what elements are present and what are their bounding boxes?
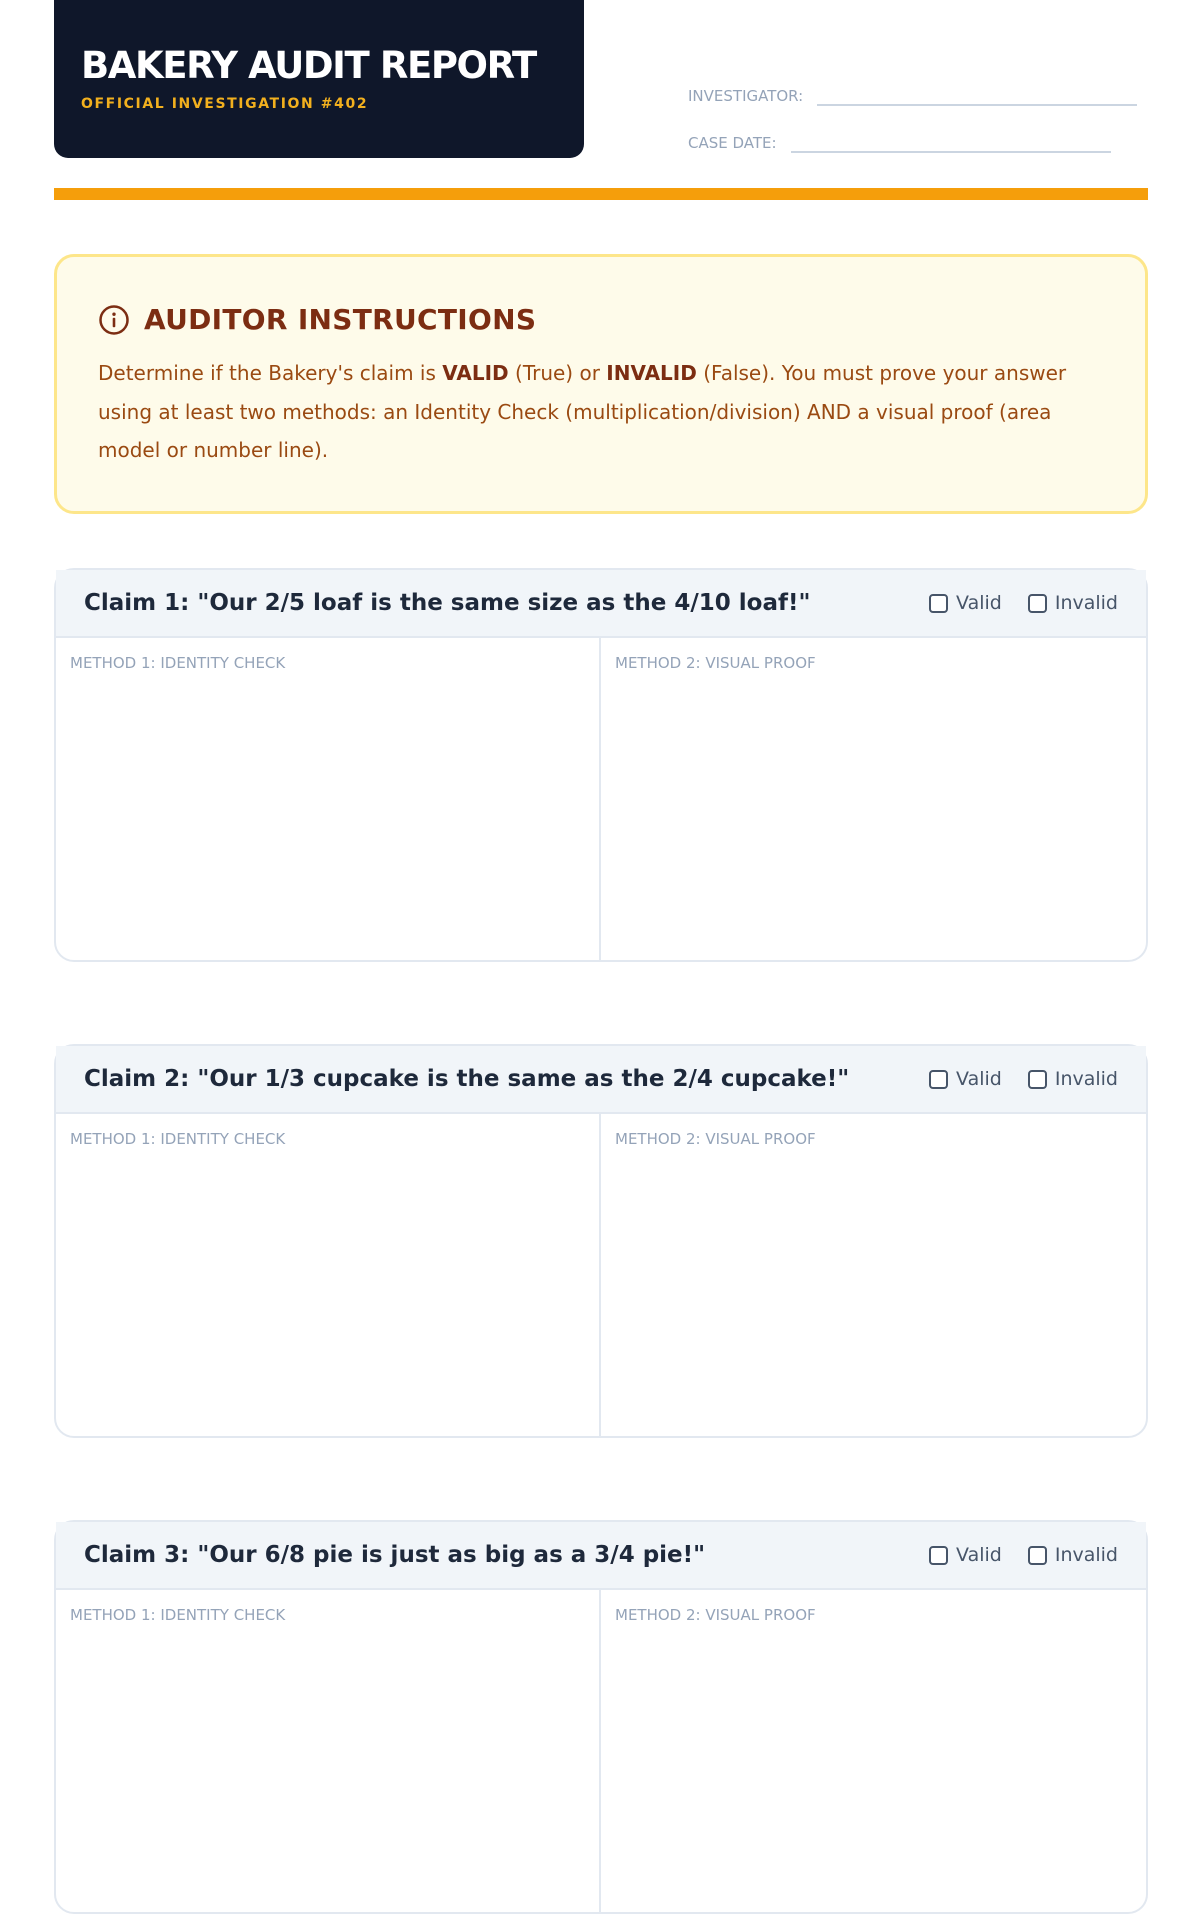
invalid-label: Invalid [1054, 1068, 1118, 1090]
identity-check-area[interactable] [56, 1114, 601, 1438]
visual-proof-area[interactable] [601, 638, 1146, 962]
visual-proof-area[interactable] [601, 1590, 1146, 1914]
invalid-option[interactable] [1028, 1068, 1118, 1090]
valid-keyword: VALID [442, 361, 509, 385]
header-divider [54, 188, 1148, 200]
valid-checkbox[interactable] [929, 594, 948, 613]
method-2-label: METHOD 2: VISUAL PROOF [615, 1130, 816, 1148]
visual-proof-area[interactable] [601, 1114, 1146, 1438]
verdict-options [903, 1544, 1118, 1566]
case-date-label: CASE DATE: [688, 134, 777, 152]
instructions-text-part-1: Determine if the Bakery's claim is [98, 361, 443, 385]
report-title-block [54, 0, 584, 158]
case-date-input-line[interactable] [791, 133, 1111, 153]
invalid-keyword: INVALID [606, 361, 697, 385]
info-icon [98, 304, 130, 336]
investigator-field [688, 86, 1137, 106]
valid-label: Valid [956, 1068, 1002, 1090]
claim-title: Claim 1: "Our 2/5 loaf is the same size as the 4/10 loaf!" [84, 590, 811, 616]
investigator-input-line[interactable] [817, 86, 1137, 106]
invalid-label: Invalid [1054, 592, 1118, 614]
invalid-option[interactable] [1028, 1544, 1118, 1566]
claim-card [54, 568, 1148, 962]
valid-checkbox[interactable] [929, 1546, 948, 1565]
verdict-options [903, 592, 1118, 614]
instructions-text [98, 354, 1105, 470]
method-1-label: METHOD 1: IDENTITY CHECK [70, 654, 286, 672]
claim-title: Claim 2: "Our 1/3 cupcake is the same as the 2/4 cupcake!" [84, 1066, 850, 1092]
invalid-checkbox[interactable] [1028, 1546, 1047, 1565]
instructions-heading [98, 303, 1105, 336]
valid-option[interactable] [929, 1544, 1002, 1566]
auditor-instructions [54, 254, 1148, 514]
valid-checkbox[interactable] [929, 1070, 948, 1089]
invalid-checkbox[interactable] [1028, 594, 1047, 613]
claim-work-area [56, 1114, 1146, 1438]
method-1-label: METHOD 1: IDENTITY CHECK [70, 1130, 286, 1148]
claim-work-area [56, 638, 1146, 962]
valid-label: Valid [956, 592, 1002, 614]
investigator-label: INVESTIGATOR: [688, 87, 804, 105]
valid-option[interactable] [929, 1068, 1002, 1090]
identity-check-area[interactable] [56, 1590, 601, 1914]
instructions-text-part-2: (True) or [508, 361, 607, 385]
report-subtitle: OFFICIAL INVESTIGATION #402 [81, 96, 369, 112]
claim-card [54, 1520, 1148, 1914]
invalid-label: Invalid [1054, 1544, 1118, 1566]
valid-option[interactable] [929, 592, 1002, 614]
claim-card [54, 1044, 1148, 1438]
invalid-option[interactable] [1028, 592, 1118, 614]
method-1-label: METHOD 1: IDENTITY CHECK [70, 1606, 286, 1624]
claim-header [56, 570, 1146, 638]
valid-label: Valid [956, 1544, 1002, 1566]
instructions-text-part-3: (False). You must prove your answer using at least two methods: an Identity Check (multiplication/division) AND a visual proof (area model or number line). [98, 361, 1067, 462]
case-date-field [688, 133, 1111, 153]
verdict-options [903, 1068, 1118, 1090]
claim-work-area [56, 1590, 1146, 1914]
identity-check-area[interactable] [56, 638, 601, 962]
claim-header [56, 1046, 1146, 1114]
claim-header [56, 1522, 1146, 1590]
instructions-title: AUDITOR INSTRUCTIONS [144, 303, 537, 336]
claim-title: Claim 3: "Our 6/8 pie is just as big as a 3/4 pie!" [84, 1542, 706, 1568]
report-title: BAKERY AUDIT REPORT [81, 44, 536, 87]
method-2-label: METHOD 2: VISUAL PROOF [615, 654, 816, 672]
invalid-checkbox[interactable] [1028, 1070, 1047, 1089]
method-2-label: METHOD 2: VISUAL PROOF [615, 1606, 816, 1624]
